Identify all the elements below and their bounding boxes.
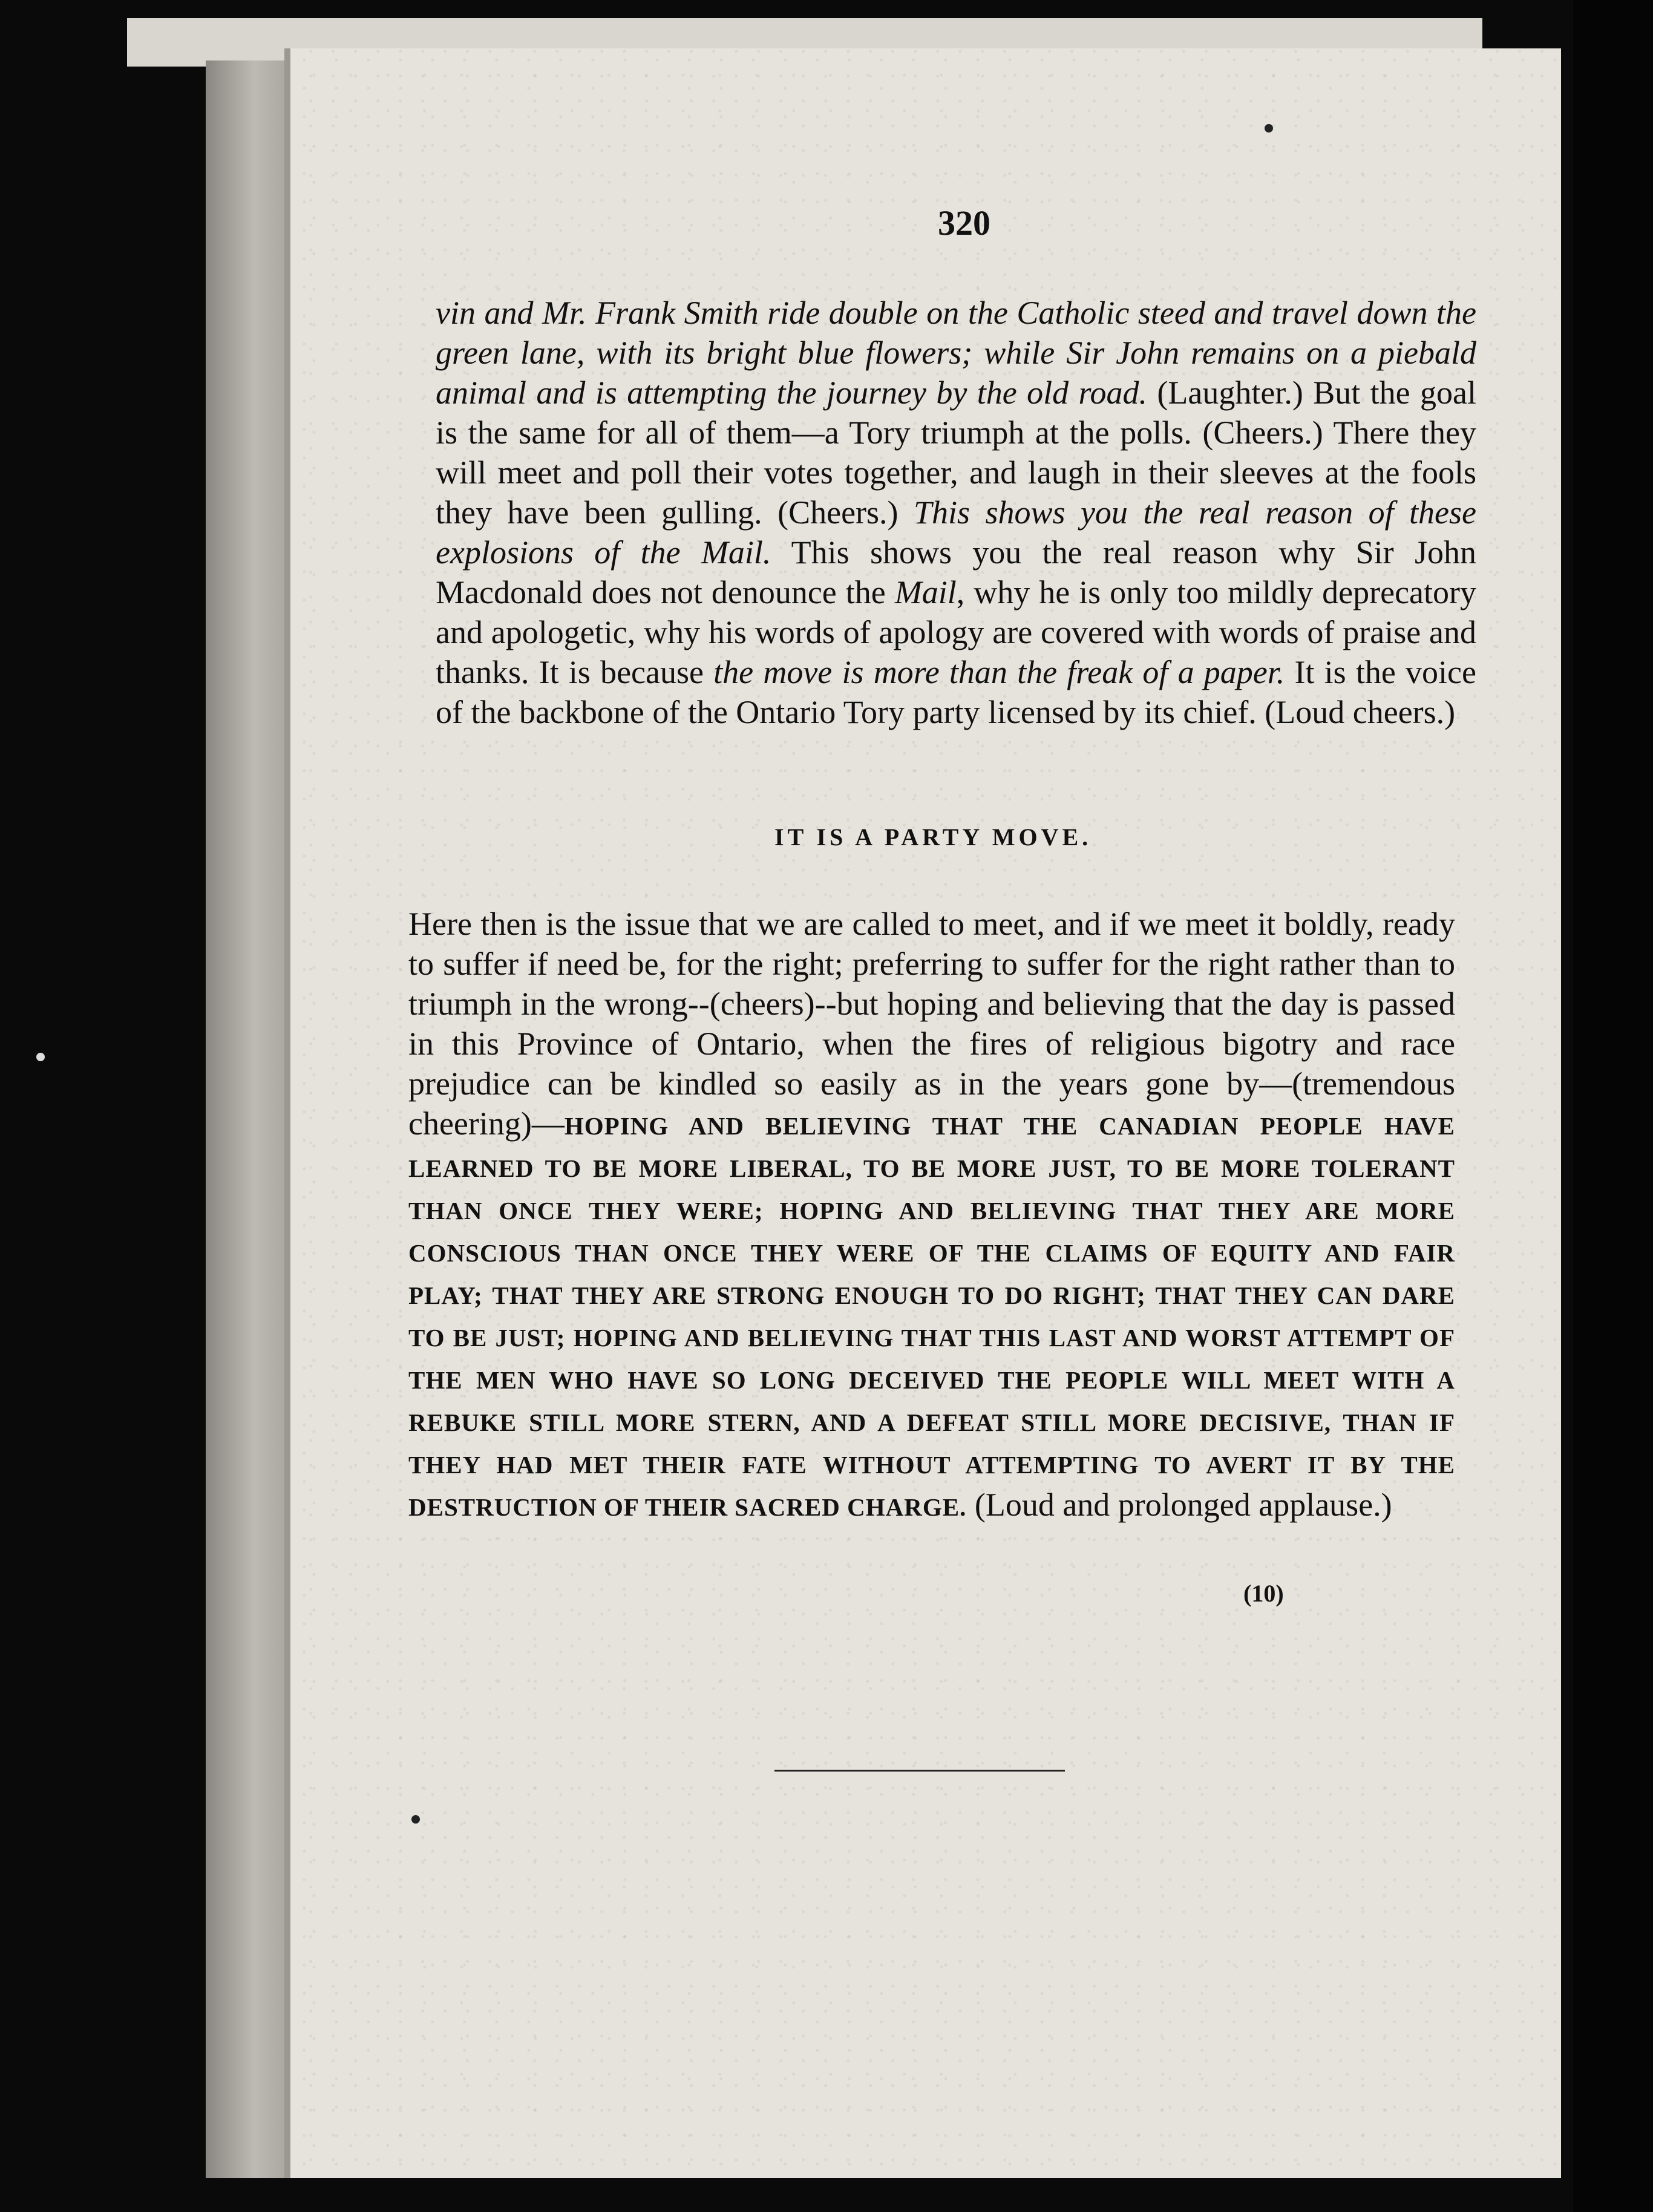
paragraph-one-seg-6: the move is more than the freak of a paper.: [713, 654, 1285, 690]
section-heading: IT IS A PARTY MOVE.: [774, 823, 1092, 851]
paragraph-two-seg-1: HOPING AND BELIEVING THAT THE CANADIAN PEOPLE HAVE LEARNED TO BE MORE LIBERAL, TO BE MORE JUST, TO BE MORE TOLERANT THAN ONCE THEY WERE; HOPING AND BELIEVING THAT THEY ARE MORE CONSCIOUS THAN ONCE THEY WERE OF THE CLAIMS OF EQUITY AND FAIR PLAY; THAT THEY ARE STRONG ENOUGH TO DO RIGHT; THAT THEY CAN DARE TO BE JUST; HOPING AND BELIEVING THAT THIS LAST AND WORST ATTEMPT OF THE MEN WHO HAVE SO LONG DECEIVED THE PEOPLE WILL MEET WITH A REBUKE STILL MORE STERN, AND A DEFEAT STILL MORE DECISIVE, THAN IF THEY HAD MET THEIR FATE WITHOUT ATTEMPTING TO AVERT IT BY THE DESTRUCTION OF THEIR SACRED CHARGE.: [408, 1112, 1455, 1521]
paragraph-one-seg-2: This shows you the real reason of these explosions of the Mail.: [436, 494, 1477, 571]
paragraph-two: [408, 904, 1455, 1527]
end-rule: [774, 1770, 1065, 1772]
page-number: 320: [938, 203, 990, 243]
paragraph-one-seg-7: It is the voice of the backbone of the Ontario Tory party licensed by its chief. (Loud cheers.): [436, 654, 1476, 730]
paragraph-one-seg-3: This shows you the real reason why Sir John Macdonald does not denounce the: [436, 534, 1476, 610]
paragraph-one-seg-0: vin and Mr. Frank Smith ride double on the Catholic steed and travel down the green lane, with its bright blue flowers; while Sir John remains on a piebald animal and is attempting the journey by the old road.: [436, 295, 1476, 411]
paragraph-one: [436, 293, 1476, 732]
paragraph-one-seg-5: , why he is only too mildly deprecatory and apologetic, why his words of apology are covered with words of praise and thanks. It is because: [436, 574, 1477, 690]
footnote-marker: (10): [1243, 1580, 1284, 1607]
paragraph-two-seg-0: Here then is the issue that we are called to meet, and if we meet it boldly, ready to suffer if need be, for the right; preferring to suffer for the right rather than to triumph in the wrong--(cheers)--but hoping and believing that the day is passed in this Province of Ontario, when the fires of religious bigotry and race prejudice can be kindled so easily as in the years gone by—(tremendous cheering)—: [408, 906, 1455, 1142]
speck-mark: [1265, 124, 1273, 133]
paragraph-two-seg-2: (Loud and prolonged applause.): [966, 1487, 1392, 1523]
speck-mark: [411, 1815, 420, 1824]
paragraph-one-seg-4: Mail: [894, 574, 957, 610]
right-border: [1573, 0, 1653, 2212]
page-edge: [284, 48, 290, 2178]
speck-mark: [36, 1053, 45, 1061]
paragraph-one-seg-1: (Laughter.) But the goal is the same for all of them—a Tory triumph at the polls. (Cheers.) There they will meet and poll their votes together, and laugh in their sleeves at the fools they have been gulling. (Cheers.): [436, 375, 1477, 531]
